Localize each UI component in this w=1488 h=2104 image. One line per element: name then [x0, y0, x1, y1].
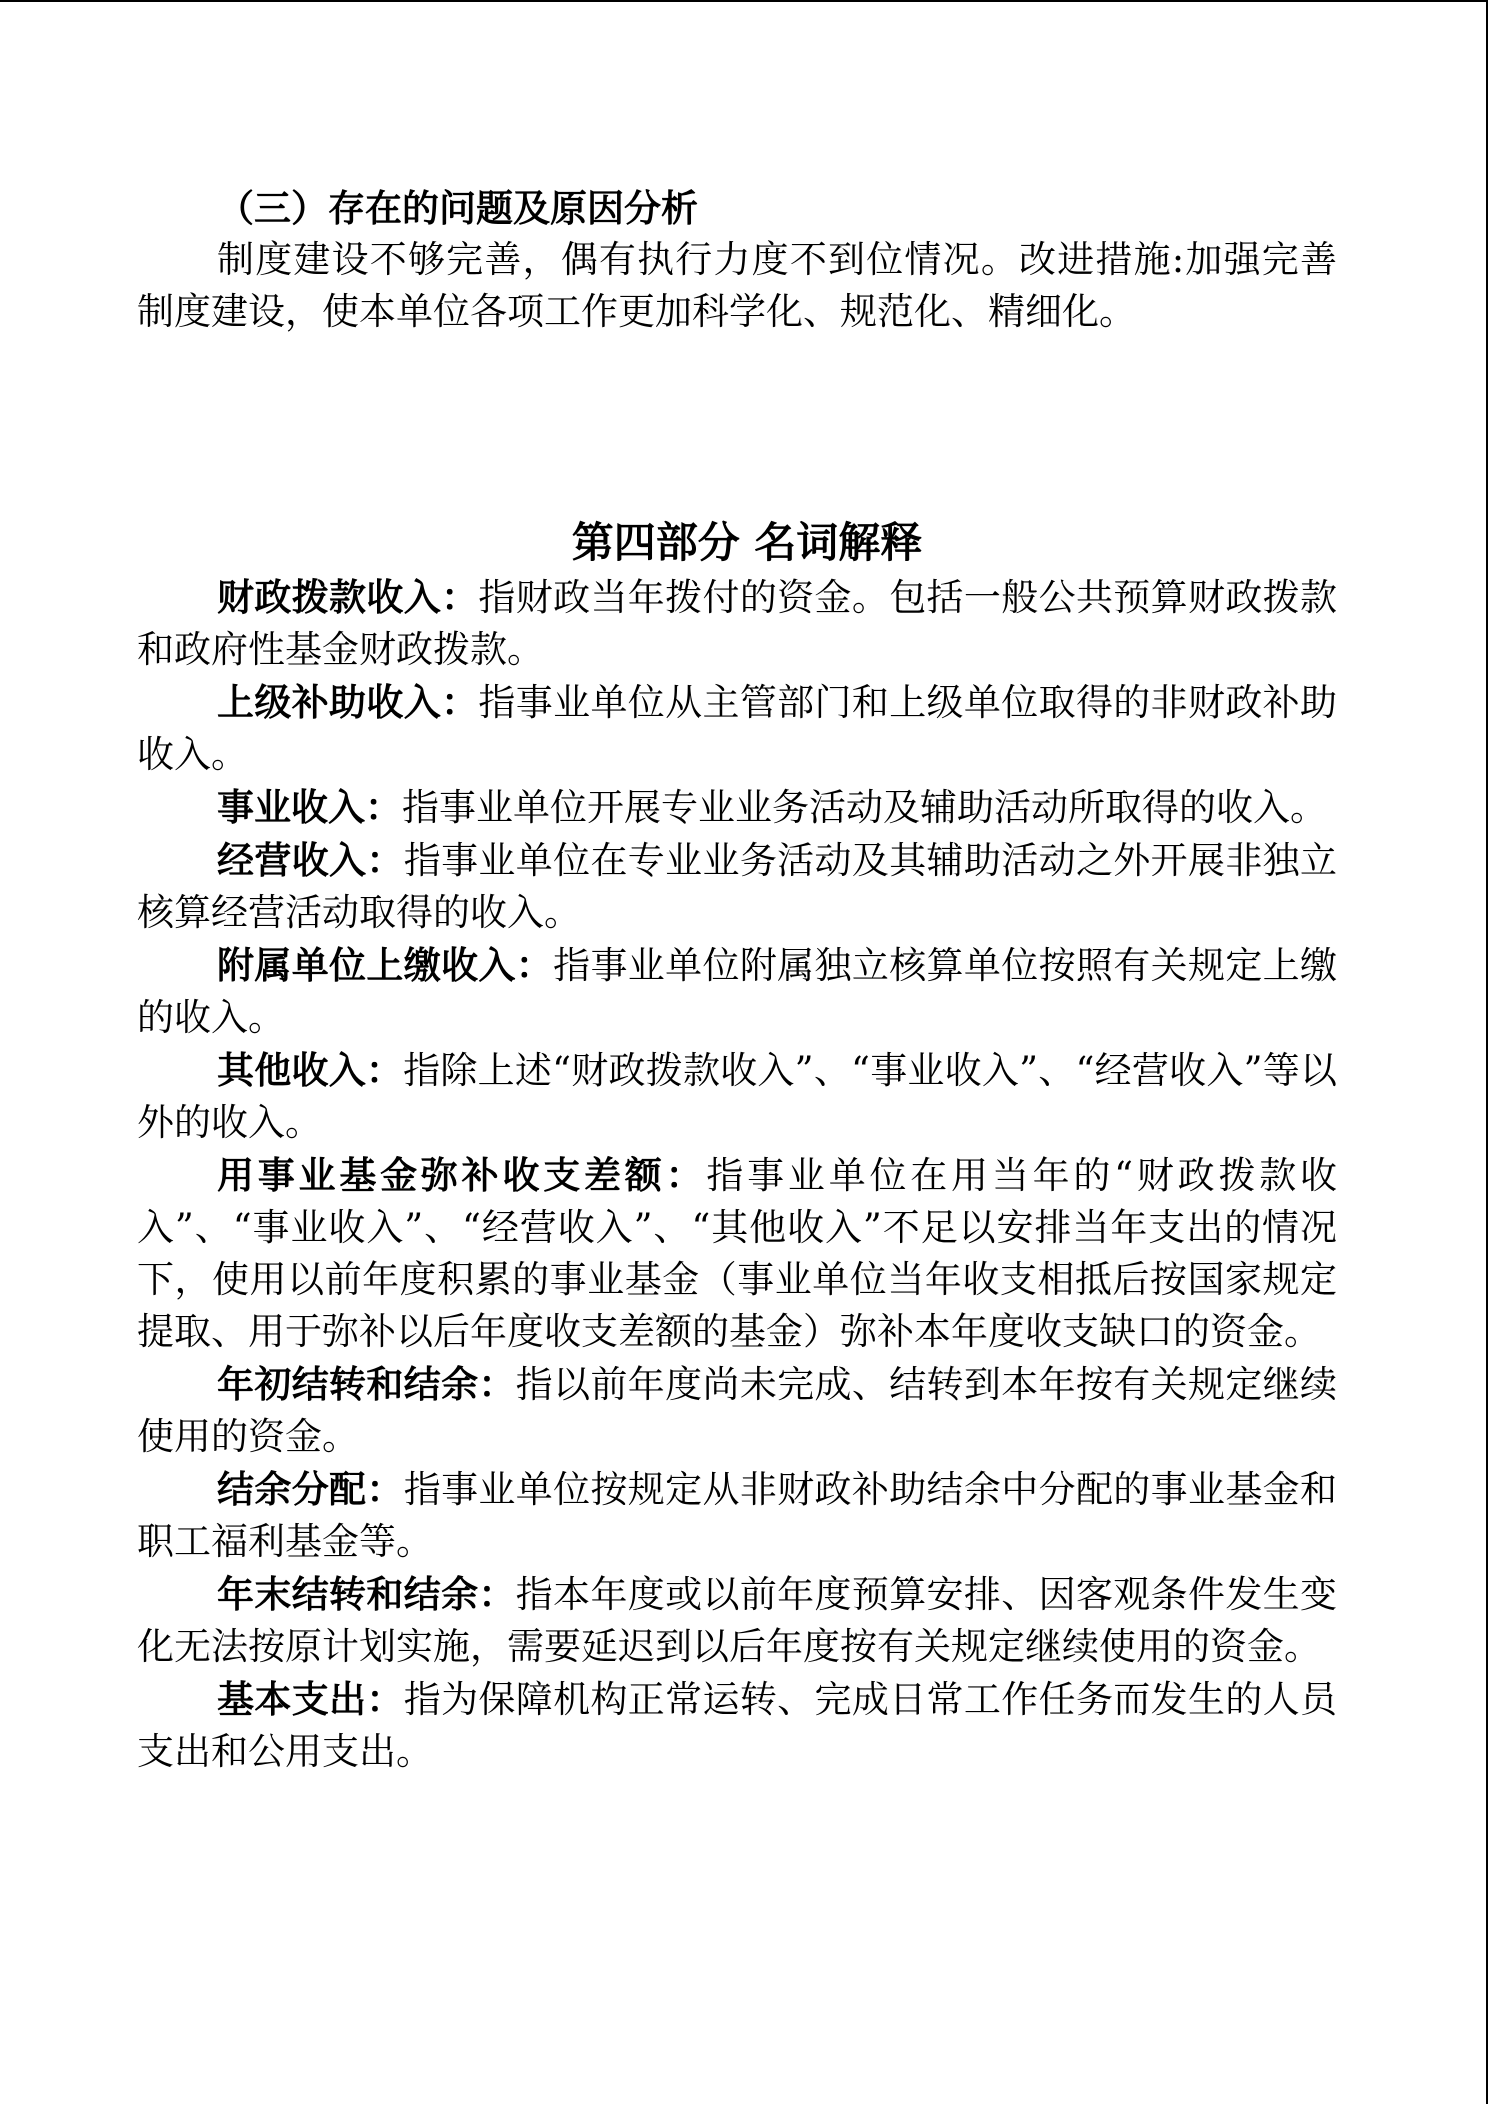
- definition-term: 基本支出：: [217, 1677, 404, 1721]
- definition-text: 指为保障机构正常运转、完成日常工作任务而发生的人员支出和公用支出。: [137, 1678, 1338, 1773]
- section-spacer: [137, 338, 1337, 515]
- definition-item: [137, 781, 1337, 834]
- definition-term: 上级补助收入：: [217, 680, 479, 724]
- definition-item: [137, 834, 1337, 939]
- definition-item: [137, 1044, 1337, 1149]
- section-body: 制度建设不够完善，偶有执行力度不到位情况。改进措施:加强完善制度建设，使本单位各项工作更加科学化、规范化、精细化。: [137, 238, 1337, 333]
- definition-item: [137, 1568, 1337, 1673]
- definition-text: 指事业单位开展专业业务活动及辅助活动所取得的收入。: [402, 786, 1327, 829]
- definition-term: 年初结转和结余：: [217, 1362, 516, 1406]
- definition-item: [137, 571, 1337, 676]
- definition-text: 指事业单位在用当年的“财政拨款收入”、“事业收入”、“经营收入”、“其他收入”不足以安排当年支出的情况下，使用以前年度积累的事业基金（事业单位当年收支相抵后按国家规定提取、用于弥补以后年度收支差额的基金）弥补本年度收支缺口的资金。: [137, 1154, 1337, 1353]
- definition-item: [137, 1673, 1337, 1778]
- definition-text: 指财政当年拨付的资金。包括一般公共预算财政拨款和政府性基金财政拨款。: [137, 576, 1338, 671]
- definition-text: 指事业单位从主管部门和上级单位取得的非财政补助收入。: [137, 681, 1338, 776]
- definition-term: 事业收入：: [217, 785, 402, 829]
- page-content: [137, 182, 1337, 1778]
- definition-text: 指事业单位附属独立核算单位按照有关规定上缴的收入。: [137, 944, 1338, 1039]
- definition-term: 经营收入：: [217, 838, 404, 882]
- definition-term: 年末结转和结余：: [217, 1572, 516, 1616]
- definition-item: [137, 1463, 1337, 1568]
- definition-term: 结余分配：: [217, 1467, 404, 1511]
- definition-item: [137, 939, 1337, 1044]
- definition-item: [137, 1358, 1337, 1463]
- section-heading: （三）存在的问题及原因分析: [217, 186, 698, 230]
- definition-text: 指本年度或以前年度预算安排、因客观条件发生变化无法按原计划实施，需要延迟到以后年度按有关规定继续使用的资金。: [137, 1573, 1338, 1668]
- definition-term: 用事业基金弥补收支差额：: [217, 1153, 707, 1197]
- definition-text: 指以前年度尚未完成、结转到本年按有关规定继续使用的资金。: [137, 1363, 1338, 1458]
- definition-text: 指事业单位按规定从非财政补助结余中分配的事业基金和职工福利基金等。: [137, 1468, 1338, 1563]
- definition-term: 附属单位上缴收入：: [217, 943, 554, 987]
- definition-item: [137, 1149, 1337, 1358]
- definition-item: [137, 676, 1337, 781]
- part-title: 第四部分 名词解释: [571, 518, 923, 567]
- definition-text: 指事业单位在专业业务活动及其辅助活动之外开展非独立核算经营活动取得的收入。: [137, 839, 1338, 934]
- definition-term: 财政拨款收入：: [217, 575, 479, 619]
- definition-term: 其他收入：: [217, 1048, 404, 1092]
- definition-text: 指除上述“财政拨款收入”、“事业收入”、“经营收入”等以外的收入。: [137, 1049, 1337, 1144]
